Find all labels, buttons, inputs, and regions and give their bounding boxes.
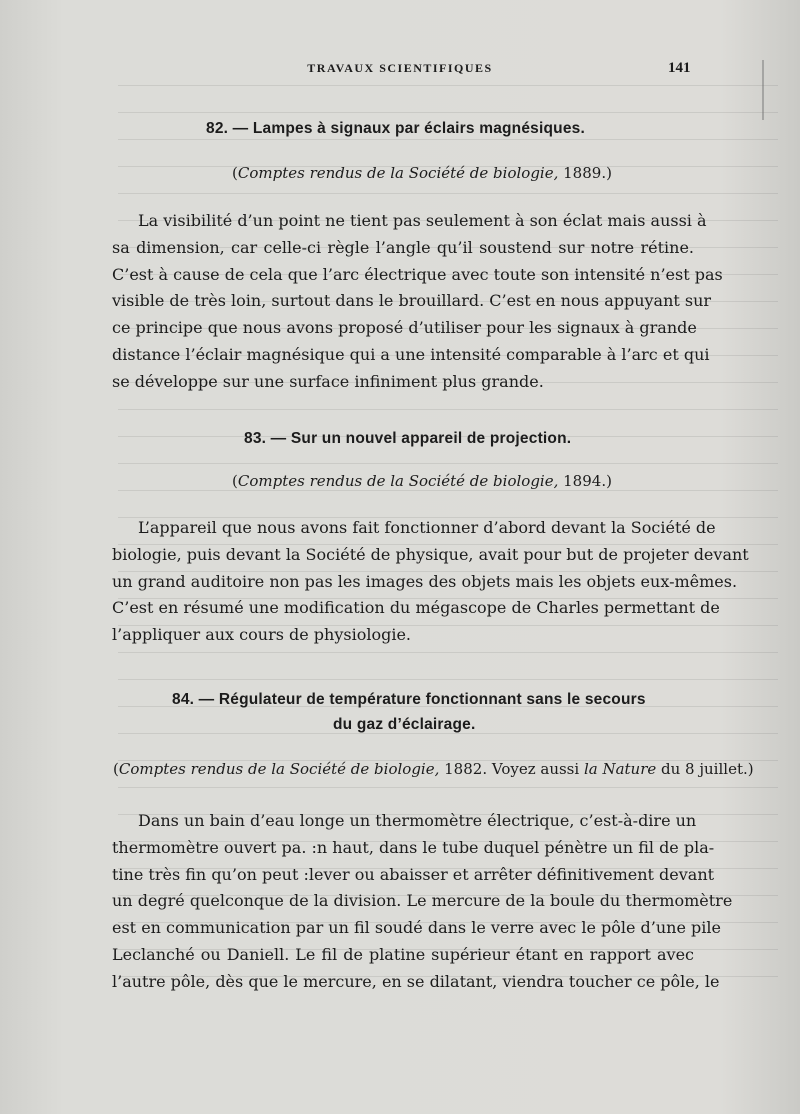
journal-name: Comptes rendus de la Société de biologie, <box>237 472 559 490</box>
section-source: (Comptes rendus de la Société de biologie, 1894.) <box>232 472 612 490</box>
journal-name: Comptes rendus de la Société de biologie, <box>118 760 440 778</box>
section-body <box>112 515 749 649</box>
page-header <box>0 58 800 80</box>
section-body <box>112 808 733 996</box>
section-body <box>112 208 723 396</box>
text-line: un degré quelconque de la division. Le mercure de la boule du thermomètre <box>112 891 733 911</box>
text-line: C’est à cause de cela que l’arc électrique avec toute son intensité n’est pas <box>112 264 723 284</box>
text-line: L’appareil que nous avons fait fonctionner d’abord devant la Société de <box>138 518 716 537</box>
text-line: l’appliquer aux cours de physiologie. <box>112 625 412 645</box>
running-head: TRAVAUX SCIENTIFIQUES <box>307 61 493 75</box>
text-line: thermomètre ouvert pa. :n haut, dans le tube duquel pénètre un fil de pla- <box>112 837 715 857</box>
text-line: un grand auditoire non pas les images des objets mais les objets eux-mêmes. <box>112 571 738 591</box>
section-source: (Comptes rendus de la Société de biologie, 1889.) <box>232 164 612 182</box>
text-line: biologie, puis devant la Société de physique, avait pour but de projeter devant <box>112 544 749 564</box>
page-number: 141 <box>668 60 691 76</box>
text-line: visible de très loin, surtout dans le brouillard. C’est en nous appuyant sur <box>112 291 712 311</box>
text-line: sa dimension, car celle-ci règle l’angle qu’il soustend sur notre rétine. <box>112 237 694 257</box>
text-line: l’autre pôle, dès que le mercure, en se dilatant, viendra toucher ce pôle, le <box>112 971 720 991</box>
section-title: 83. — Sur un nouvel appareil de projection. <box>244 430 572 447</box>
text-line: La visibilité d’un point ne tient pas seulement à son éclat mais aussi à <box>138 211 707 230</box>
text-line: Leclanché ou Daniell. Le fil de platine supérieur étant en rapport avec <box>112 944 694 964</box>
text-line: distance l’éclair magnésique qui a une intensité comparable à l’arc et qui <box>112 344 710 364</box>
text-line: est en communication par un fil soudé dans le verre avec le pôle d’une pile <box>112 918 721 938</box>
section-title: 82. — Lampes à signaux par éclairs magnésiques. <box>206 120 585 137</box>
section-source: (Comptes rendus de la Société de biologie, 1882. Voyez aussi la Nature du 8 juillet.) <box>113 760 754 778</box>
journal-name-2: la Nature <box>583 760 657 778</box>
text-line: Dans un bain d’eau longe un thermomètre électrique, c’est-à-dire un <box>138 811 697 830</box>
text-line: C’est en résumé une modification du mégascope de Charles permettant de <box>112 598 720 618</box>
text-line: tine très fin qu’on peut :lever ou abaisser et arrêter définitivement devant <box>112 864 715 884</box>
journal-name: Comptes rendus de la Société de biologie, <box>237 164 559 182</box>
section-title-line-1: 84. — Régulateur de température fonctionnant sans le secours <box>172 691 646 708</box>
section-title-line-2: du gaz d’éclairage. <box>333 716 476 733</box>
text-line: ce principe que nous avons proposé d’utiliser pour les signaux à grande <box>112 318 697 338</box>
text-line: se développe sur une surface infiniment plus grande. <box>112 371 544 391</box>
